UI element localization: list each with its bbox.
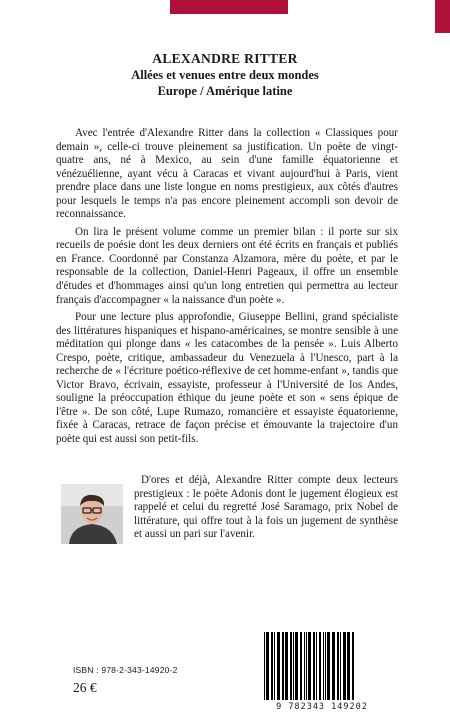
barcode-bar — [323, 632, 324, 700]
subtitle-line-1: Allées et venues entre deux mondes — [131, 68, 319, 82]
barcode-bar — [343, 632, 346, 700]
barcode-bar — [306, 632, 307, 700]
barcode-bar — [316, 632, 317, 700]
barcode-bar — [285, 632, 288, 700]
barcode-bar — [282, 632, 284, 700]
barcode-bar — [352, 632, 354, 700]
barcode-bar — [308, 632, 311, 700]
isbn-text: ISBN : 978-2-343-14920-2 — [73, 665, 178, 675]
barcode-bar — [274, 632, 275, 700]
barcode-bar — [347, 632, 350, 700]
title-block — [0, 51, 450, 99]
barcode-number: 9 782343 149202 — [276, 702, 368, 712]
barcode-bar — [295, 632, 298, 700]
price-text: 26 € — [73, 680, 97, 695]
barcode-bar — [332, 632, 335, 700]
barcode-bar — [337, 632, 339, 700]
barcode-bar — [290, 632, 292, 700]
paragraph-2: On lira le présent volume comme un premier bilan : il porte sur six recueils de poésie dont les deux derniers ont été écrits en français et publiés en France. Coordonné par Constanza Alzamora, mère du poète, et par le responsable de la collection, Daniel-Henri Pageaux, il offre un ensemble d'études et d'hommages ainsi qu'un long entretien qui permettra au lecteur français d'accompagner « la naissance d'un poète ». — [56, 225, 398, 306]
barcode-bar — [264, 632, 265, 700]
author-name: ALEXANDRE RITTER — [152, 51, 298, 66]
barcode — [258, 630, 386, 704]
barcode-bar — [293, 632, 294, 700]
barcode-bar — [325, 632, 326, 700]
author-section — [56, 474, 398, 574]
paragraph-3: Pour une lecture plus approfondie, Giuseppe Bellini, grand spécialiste des littératures hispaniques et hispano-américaines, se montre sensible à une méditation qui plonge dans « les catacombes de la pensée ». Luis Alberto Crespo, poète, critique, ambassadeur du Venezuela à l'Unesco, part à la recherche de « l'écriture poético-réflexive de cet homme-enfant », tandis que Victor Bravo, écrivain, essayiste, professeur à l'Université de los Andes, souligne la préoccupation éthique du jeune poète et son « sens épique de l'être ». De son côté, Lupe Rumazo, romancière et essayiste équatorienne, fixée à Caracas, retrace de façon précise et émouvante la trajectoire d'un poète qui est aussi son petit-fils. — [56, 311, 398, 446]
barcode-bar — [304, 632, 305, 700]
paragraph-1: Avec l'entrée d'Alexandre Ritter dans la collection « Classiques pour demain », celle-ci trouve pleinement sa justification. Un poète de vingt-quatre ans, né à Mexico, au sein d'une famille équatorienne et vénézuélienne, ayant vécu à Caracas et vivant aujourd'hui à Paris, vient prendre place dans une liste longue en noms prestigieux, aux côtés d'autres pour lesquels le temps n'a pas encore pleinement accompli son devoir de reconnaissance. — [56, 127, 398, 221]
barcode-bar — [300, 632, 302, 700]
barcode-bar — [271, 632, 273, 700]
barcode-bar — [319, 632, 321, 700]
side-accent-band — [435, 0, 450, 33]
barcode-bar — [340, 632, 341, 700]
barcode-bar — [327, 632, 330, 700]
barcode-bar — [313, 632, 315, 700]
back-cover-text — [56, 127, 398, 451]
paragraph-4: D'ores et déjà, Alexandre Ritter compte deux lecteurs prestigieux : le poète Adonis dont le jugement élogieux est rappelé et celui du regretté José Saramago, prix Nobel de littérature, qui offre tout à la fois un jugement de synthèse et aussi un pari sur l'avenir. — [134, 474, 398, 541]
top-accent-band — [170, 0, 288, 14]
subtitle-line-2: Europe / Amérique latine — [157, 84, 293, 98]
barcode-bar — [266, 632, 269, 700]
barcode-bar — [277, 632, 280, 700]
author-photo — [61, 484, 123, 544]
barcode-bars — [258, 630, 386, 702]
